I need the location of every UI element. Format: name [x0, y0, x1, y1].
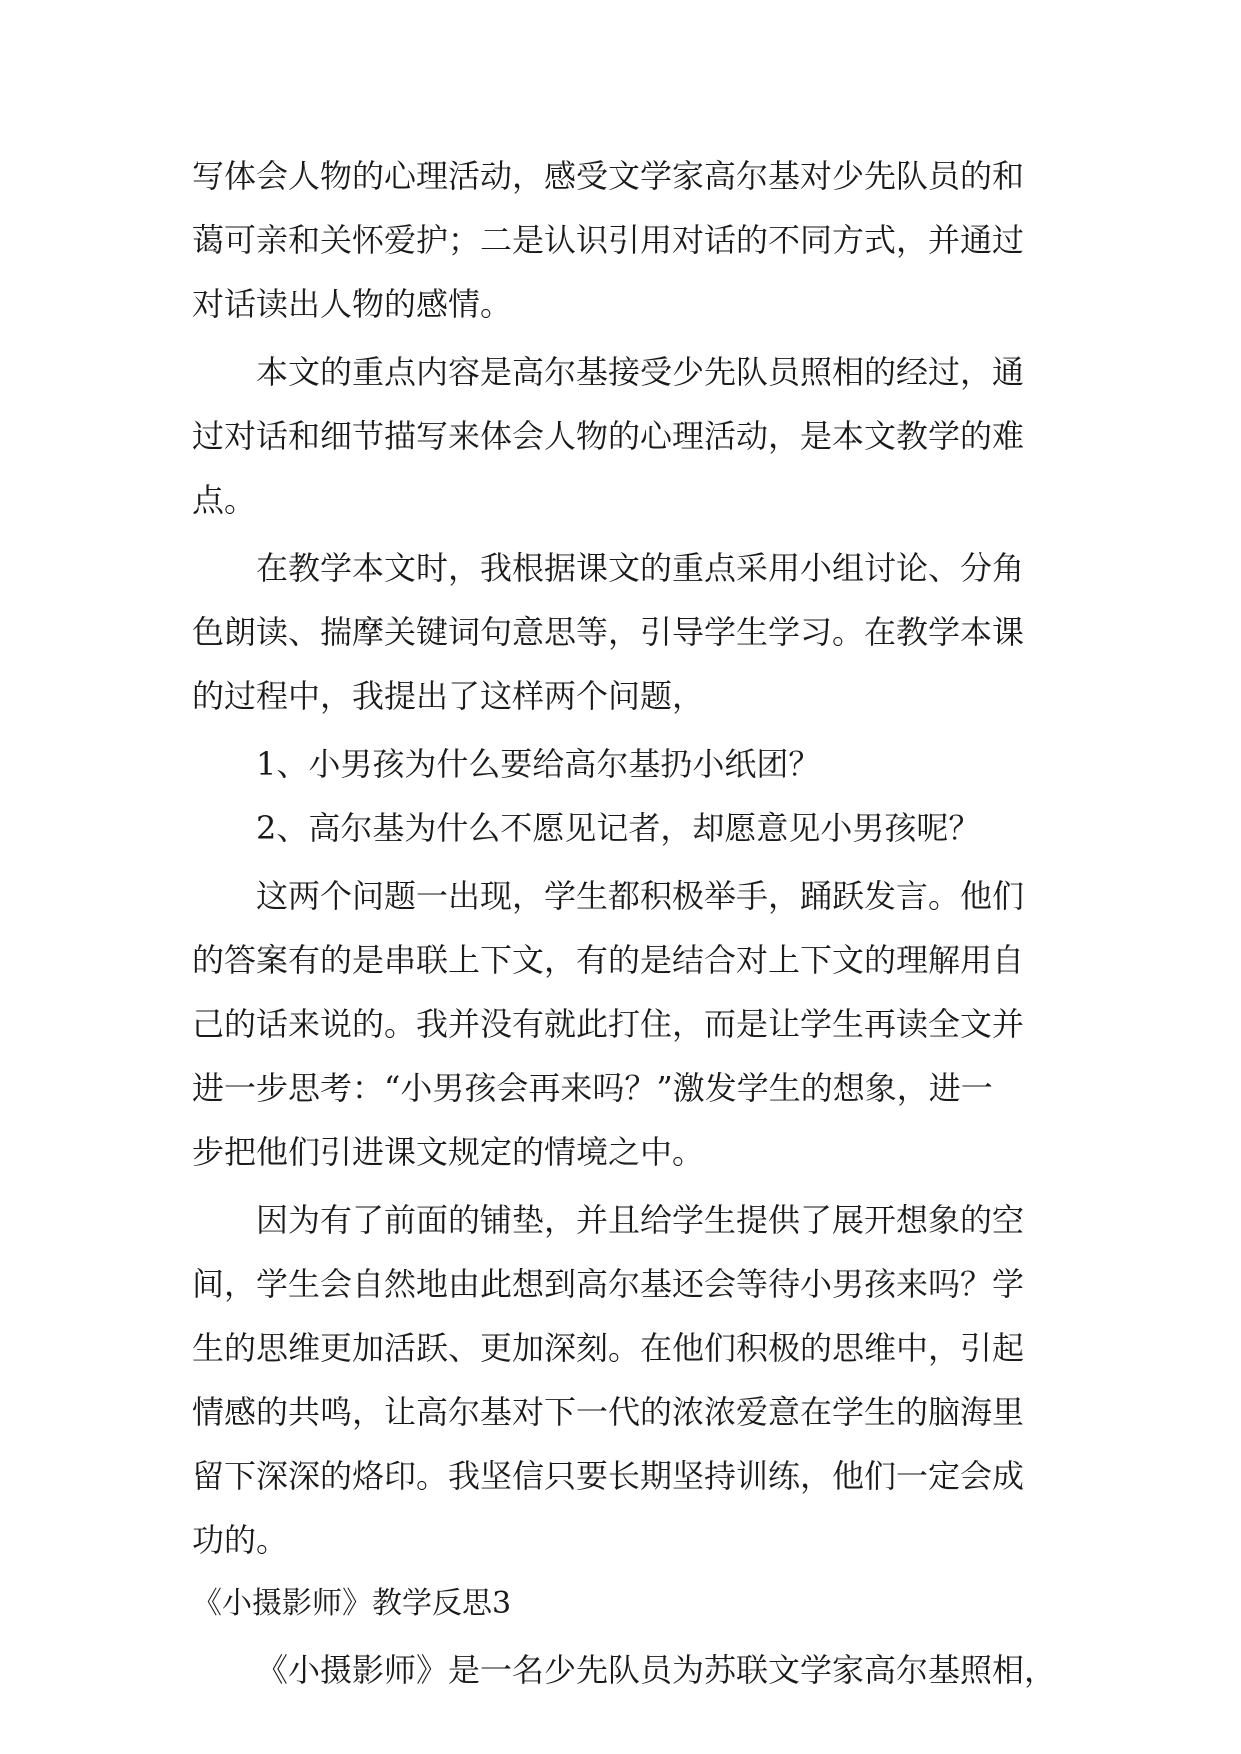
paragraph-line: 《小摄影师》是一名少先队员为苏联文学家高尔基照相，: [256, 1651, 1057, 1689]
paragraph-line: 在教学本文时，我根据课文的重点采用小组讨论、分角: [256, 549, 1025, 587]
paragraph-line: 间，学生会自然地由此想到高尔基还会等待小男孩来吗？学: [192, 1265, 1025, 1303]
paragraph-line: 步把他们引进课文规定的情境之中。: [192, 1133, 705, 1171]
paragraph-line: 点。: [192, 481, 257, 519]
paragraph-line: 功的。: [192, 1521, 289, 1559]
paragraph-line: 色朗读、揣摩关键词句意思等，引导学生学习。在教学本课: [192, 613, 1025, 651]
paragraph-line: 过对话和细节描写来体会人物的心理活动，是本文教学的难: [192, 417, 1025, 455]
paragraph-line: 对话读出人物的感情。: [192, 285, 513, 323]
section-title: 《小摄影师》教学反思3: [192, 1586, 512, 1621]
paragraph-line: 情感的共鸣，让高尔基对下一代的浓浓爱意在学生的脑海里: [192, 1393, 1025, 1431]
paragraph-line: 这两个问题一出现，学生都积极举手，踊跃发言。他们: [256, 877, 1025, 915]
paragraph-line: 进一步思考：“小男孩会再来吗？”激发学生的想象，进一: [192, 1069, 993, 1107]
list-item: 2、高尔基为什么不愿见记者，却愿意见小男孩呢？: [256, 809, 981, 847]
paragraph-line: 己的话来说的。我并没有就此打住，而是让学生再读全文并: [192, 1005, 1025, 1043]
paragraph-line: 的过程中，我提出了这样两个问题，: [192, 677, 705, 715]
paragraph-line: 留下深深的烙印。我坚信只要长期坚持训练，他们一定会成: [192, 1457, 1025, 1495]
list-item: 1、小男孩为什么要给高尔基扔小纸团？: [256, 745, 821, 783]
paragraph-line: 本文的重点内容是高尔基接受少先队员照相的经过，通: [256, 353, 1025, 391]
paragraph-line: 的答案有的是串联上下文，有的是结合对上下文的理解用自: [192, 941, 1025, 979]
paragraph-line: 写体会人物的心理活动，感受文学家高尔基对少先队员的和: [192, 157, 1025, 195]
paragraph-line: 蔼可亲和关怀爱护；二是认识引用对话的不同方式，并通过: [192, 221, 1025, 259]
paragraph-line: 因为有了前面的铺垫，并且给学生提供了展开想象的空: [256, 1201, 1025, 1239]
paragraph-line: 生的思维更加活跃、更加深刻。在他们积极的思维中，引起: [192, 1329, 1025, 1367]
